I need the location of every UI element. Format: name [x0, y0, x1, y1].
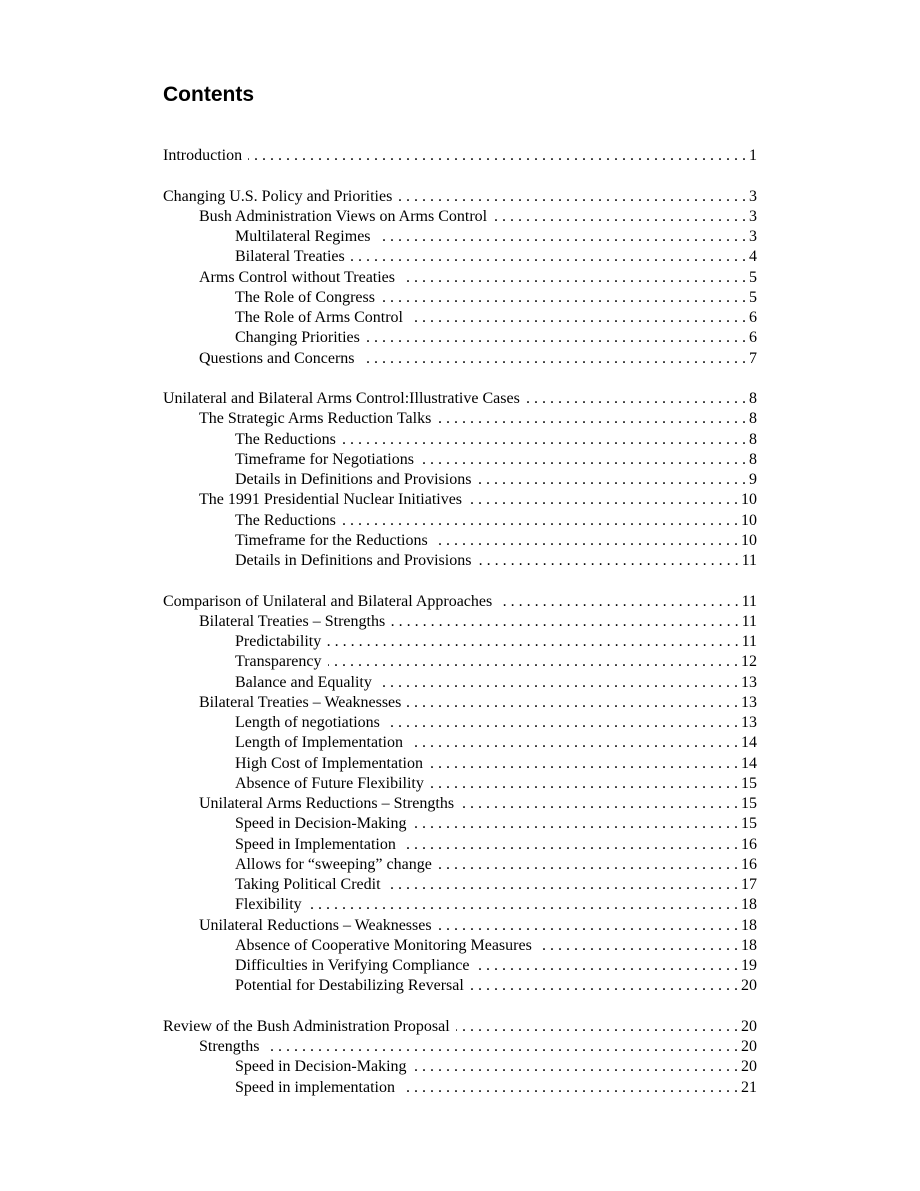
toc-entry[interactable] — [163, 895, 757, 915]
toc-entry-label: Changing U.S. Policy and Priorities — [163, 187, 393, 205]
toc-entry[interactable] — [163, 754, 757, 774]
toc-entry-label: Timeframe for Negotiations — [235, 450, 414, 468]
dot-leader — [456, 1017, 738, 1037]
toc-entry-label: Taking Political Credit — [235, 876, 381, 894]
toc-entry-page-number: 8 — [749, 390, 757, 408]
toc-entry-page-number: 14 — [741, 754, 757, 772]
toc-entry[interactable] — [163, 511, 757, 531]
dot-leader — [477, 470, 746, 490]
toc-entry[interactable] — [163, 288, 757, 308]
toc-entry-page-number: 16 — [741, 855, 757, 873]
toc-entry-page-number: 16 — [741, 835, 757, 853]
dot-leader — [327, 632, 738, 652]
dot-leader — [434, 531, 738, 551]
toc-entry[interactable] — [163, 794, 757, 814]
toc-section — [163, 1017, 757, 1098]
toc-entry-label: Unilateral Reductions – Weaknesses — [199, 916, 432, 934]
toc-entry[interactable] — [163, 875, 757, 895]
toc-entry-label: Unilateral Arms Reductions – Strengths — [199, 795, 455, 813]
toc-entry-page-number: 15 — [741, 774, 757, 792]
toc-section — [163, 187, 757, 369]
toc-entry-label: Questions and Concerns — [199, 349, 355, 367]
dot-leader — [386, 713, 738, 733]
toc-entry-label: Arms Control without Treaties — [199, 268, 396, 286]
toc-entry[interactable] — [163, 1078, 757, 1098]
toc-section — [163, 389, 757, 571]
toc-entry-page-number: 11 — [741, 552, 757, 570]
dot-leader — [342, 430, 746, 450]
dot-leader — [460, 794, 738, 814]
dot-leader — [538, 936, 738, 956]
toc-entry-label: Speed in Decision-Making — [235, 815, 407, 833]
toc-entry-page-number: 20 — [741, 977, 757, 995]
toc-entry-page-number: 13 — [741, 714, 757, 732]
dot-leader — [413, 1057, 738, 1077]
toc-entry-page-number: 7 — [749, 349, 757, 367]
toc-section — [163, 146, 757, 166]
toc-entry[interactable] — [163, 713, 757, 733]
toc-entry-page-number: 8 — [749, 450, 757, 468]
dot-leader — [498, 592, 738, 612]
toc-entry-label: The Strategic Arms Reduction Talks — [199, 410, 432, 428]
table-of-contents — [163, 146, 757, 1118]
toc-entry[interactable] — [163, 774, 757, 794]
dot-leader — [401, 268, 746, 288]
toc-entry-page-number: 15 — [741, 795, 757, 813]
toc-entry-label: Potential for Destabilizing Reversal — [235, 977, 464, 995]
dot-leader — [477, 551, 738, 571]
toc-entry-page-number: 19 — [741, 957, 757, 975]
toc-entry[interactable] — [163, 227, 757, 247]
toc-entry-page-number: 9 — [749, 471, 757, 489]
toc-entry[interactable] — [163, 470, 757, 490]
toc-entry[interactable] — [163, 531, 757, 551]
dot-leader — [378, 673, 738, 693]
toc-entry-label: Difficulties in Verifying Compliance — [235, 957, 470, 975]
toc-entry[interactable] — [163, 490, 757, 510]
dot-leader — [248, 146, 746, 166]
dot-leader — [409, 308, 746, 328]
toc-entry-label: Unilateral and Bilateral Arms Control:Illustrative Cases — [163, 390, 520, 408]
toc-entry-page-number: 21 — [741, 1078, 757, 1096]
toc-entry[interactable] — [163, 612, 757, 632]
toc-entry-label: Length of negotiations — [235, 714, 380, 732]
toc-entry[interactable] — [163, 733, 757, 753]
toc-entry-page-number: 12 — [741, 653, 757, 671]
toc-entry-label: Absence of Future Flexibility — [235, 774, 424, 792]
toc-entry-label: Bush Administration Views on Arms Control — [199, 207, 488, 225]
toc-entry[interactable] — [163, 652, 757, 672]
toc-entry-label: Predictability — [235, 633, 322, 651]
dot-leader — [265, 1037, 738, 1057]
dot-leader — [366, 328, 746, 348]
toc-entry[interactable] — [163, 814, 757, 834]
toc-entry[interactable] — [163, 551, 757, 571]
toc-entry[interactable] — [163, 247, 757, 267]
dot-leader — [430, 774, 738, 794]
toc-entry[interactable] — [163, 349, 757, 369]
dot-leader — [493, 207, 746, 227]
toc-entry-page-number: 3 — [749, 228, 757, 246]
toc-entry[interactable] — [163, 632, 757, 652]
toc-entry[interactable] — [163, 146, 757, 166]
toc-entry-page-number: 11 — [741, 592, 757, 610]
toc-entry-label: The Reductions — [235, 430, 336, 448]
toc-entry-label: Transparency — [235, 653, 322, 671]
toc-entry-label: Changing Priorities — [235, 329, 360, 347]
toc-entry[interactable] — [163, 207, 757, 227]
toc-entry-page-number: 6 — [749, 329, 757, 347]
toc-entry[interactable] — [163, 1037, 757, 1057]
toc-entry[interactable] — [163, 308, 757, 328]
toc-entry-page-number: 18 — [741, 916, 757, 934]
toc-entry[interactable] — [163, 855, 757, 875]
toc-entry-label: Speed in Decision-Making — [235, 1058, 407, 1076]
toc-entry[interactable] — [163, 430, 757, 450]
toc-entry-page-number: 20 — [741, 1038, 757, 1056]
toc-entry[interactable] — [163, 835, 757, 855]
toc-entry[interactable] — [163, 389, 757, 409]
toc-entry-page-number: 18 — [741, 896, 757, 914]
dot-leader — [391, 612, 738, 632]
toc-entry-label: Details in Definitions and Provisions — [235, 552, 472, 570]
dot-leader — [409, 733, 738, 753]
toc-entry-label: The 1991 Presidential Nuclear Initiatives — [199, 491, 463, 509]
toc-entry[interactable] — [163, 673, 757, 693]
toc-entry-page-number: 3 — [749, 187, 757, 205]
toc-entry-page-number: 4 — [749, 248, 757, 266]
toc-entry-label: Comparison of Unilateral and Bilateral Approaches — [163, 592, 493, 610]
dot-leader — [429, 754, 738, 774]
dot-leader — [398, 187, 746, 207]
toc-entry-label: Details in Definitions and Provisions — [235, 471, 472, 489]
toc-entry[interactable] — [163, 976, 757, 996]
toc-entry-page-number: 17 — [741, 876, 757, 894]
dot-leader — [413, 814, 738, 834]
dot-leader — [437, 409, 746, 429]
toc-section — [163, 592, 757, 997]
toc-entry-label: Bilateral Treaties – Weaknesses — [199, 693, 402, 711]
dot-leader — [475, 956, 738, 976]
toc-entry[interactable] — [163, 1057, 757, 1077]
dot-leader — [526, 389, 746, 409]
dot-leader — [438, 916, 738, 936]
toc-entry-label: The Role of Arms Control — [235, 309, 403, 327]
dot-leader — [402, 835, 738, 855]
toc-entry-page-number: 6 — [749, 309, 757, 327]
toc-entry-page-number: 20 — [741, 1017, 757, 1035]
dot-leader — [351, 247, 746, 267]
toc-entry-page-number: 10 — [741, 511, 757, 529]
dot-leader — [308, 895, 738, 915]
dot-leader — [381, 288, 746, 308]
toc-entry-label: Bilateral Treaties – Strengths — [199, 612, 386, 630]
page-title: Contents — [163, 83, 254, 106]
toc-entry-page-number: 10 — [741, 531, 757, 549]
toc-entry-page-number: 11 — [741, 633, 757, 651]
toc-entry-label: Review of the Bush Administration Proposal — [163, 1017, 450, 1035]
toc-entry-page-number: 18 — [741, 936, 757, 954]
toc-entry-label: Speed in implementation — [235, 1078, 395, 1096]
toc-entry-page-number: 20 — [741, 1058, 757, 1076]
toc-entry-page-number: 1 — [749, 147, 757, 164]
toc-entry[interactable] — [163, 187, 757, 207]
toc-entry-page-number: 14 — [741, 734, 757, 752]
toc-entry[interactable] — [163, 916, 757, 936]
toc-entry-page-number: 5 — [749, 288, 757, 306]
toc-entry[interactable] — [163, 956, 757, 976]
dot-leader — [377, 227, 746, 247]
dot-leader — [361, 349, 746, 369]
toc-entry-label: Absence of Cooperative Monitoring Measures — [235, 936, 532, 954]
dot-leader — [387, 875, 738, 895]
toc-entry-label: The Role of Congress — [235, 288, 375, 306]
dot-leader — [407, 693, 738, 713]
dot-leader — [468, 490, 738, 510]
toc-entry-label: Timeframe for the Reductions — [235, 531, 428, 549]
toc-entry-label: Speed in Implementation — [235, 835, 396, 853]
toc-entry-page-number: 5 — [749, 268, 757, 286]
toc-entry[interactable] — [163, 936, 757, 956]
dot-leader — [438, 855, 738, 875]
toc-entry-page-number: 8 — [749, 410, 757, 428]
toc-entry-page-number: 13 — [741, 693, 757, 711]
toc-entry-page-number: 11 — [741, 612, 757, 630]
toc-entry-label: Balance and Equality — [235, 673, 372, 691]
toc-entry-label: Allows for “sweeping” change — [235, 855, 432, 873]
toc-entry[interactable] — [163, 328, 757, 348]
dot-leader — [342, 511, 738, 531]
toc-entry-label: Introduction — [163, 147, 243, 164]
toc-entry[interactable] — [163, 1017, 757, 1037]
dot-leader — [328, 652, 739, 672]
toc-entry-label: The Reductions — [235, 511, 336, 529]
toc-entry-label: Multilateral Regimes — [235, 228, 371, 246]
toc-entry-page-number: 3 — [749, 207, 757, 225]
toc-entry-label: Strengths — [199, 1038, 260, 1056]
toc-entry-label: High Cost of Implementation — [235, 754, 423, 772]
toc-entry[interactable] — [163, 409, 757, 429]
toc-entry[interactable] — [163, 268, 757, 288]
dot-leader — [420, 450, 746, 470]
toc-entry[interactable] — [163, 592, 757, 612]
dot-leader — [470, 976, 738, 996]
toc-entry-page-number: 8 — [749, 430, 757, 448]
dot-leader — [401, 1078, 738, 1098]
toc-entry-label: Flexibility — [235, 896, 302, 914]
toc-entry[interactable] — [163, 693, 757, 713]
toc-entry-label: Bilateral Treaties — [235, 248, 345, 266]
toc-entry-page-number: 13 — [741, 673, 757, 691]
toc-entry-page-number: 15 — [741, 815, 757, 833]
toc-entry[interactable] — [163, 450, 757, 470]
toc-entry-label: Length of Implementation — [235, 734, 403, 752]
toc-entry-page-number: 10 — [741, 491, 757, 509]
